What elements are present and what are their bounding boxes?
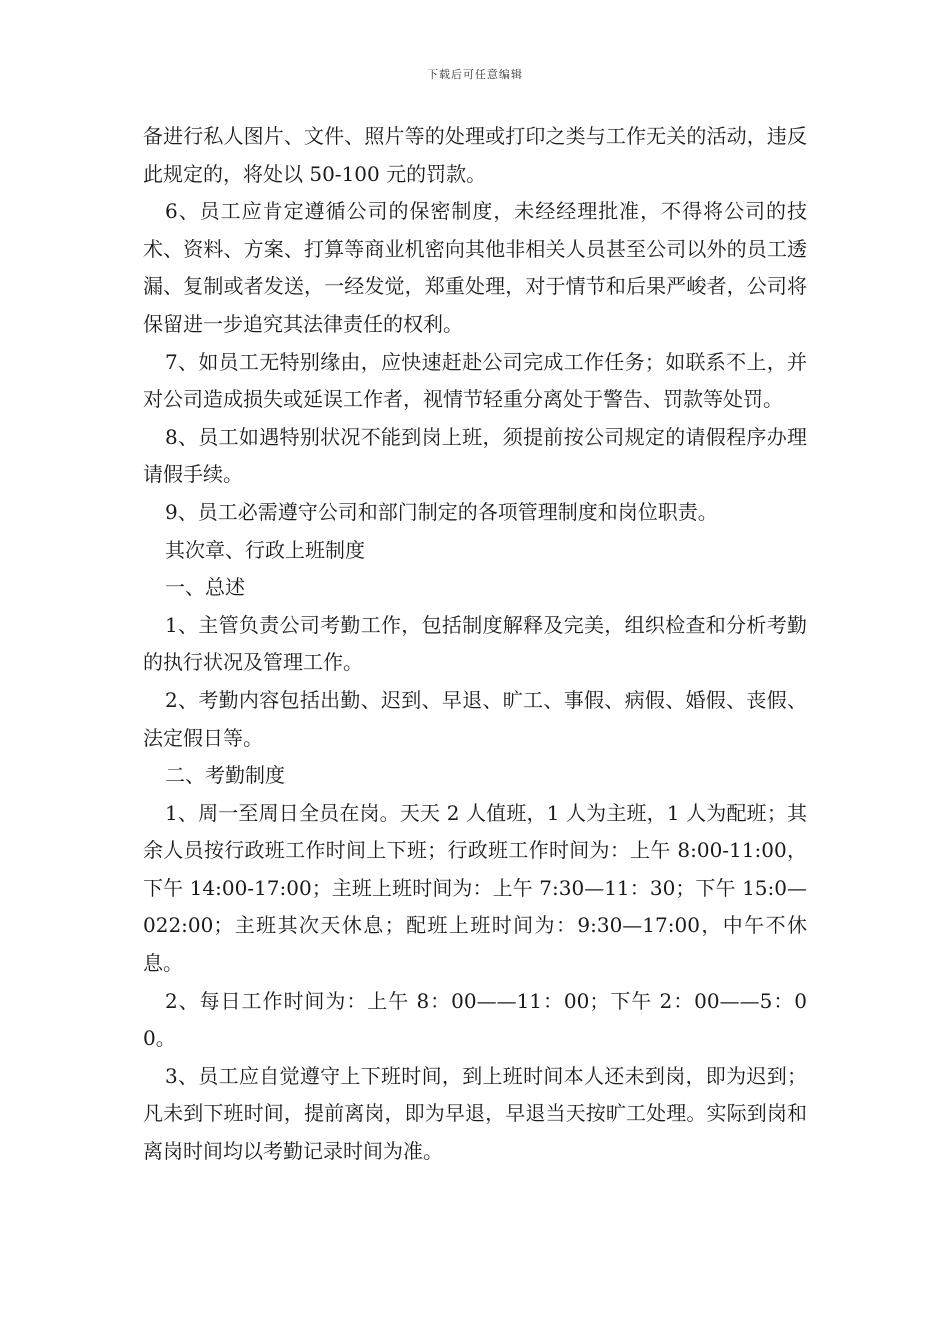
paragraph-attendance-1: 1、周一至周日全员在岗。天天 2 人值班，1 人为主班，1 人为配班；其余人员按行政班工作时间上下班；行政班工作时间为：上午 8:00-11:00， 下午 14:00-17:00；主班上班时间为：上午 7:30—11：30；下午 15:0—022:00；主班其次天休息；配班上班时间为：9:30—17:00，中午不休息。: [143, 800, 807, 976]
paragraph-item-6: 6、员工应肯定遵循公司的保密制度，未经经理批准，不得将公司的技术、资料、方案、打算等商业机密向其他非相关人员甚至公司以外的员工透漏、复制或者发送，一经发觉，郑重处理，对于情节和后果严峻者，公司将保留进一步追究其法律责任的权利。: [143, 199, 807, 336]
paragraph-overview-2: 2、考勤内容包括出勤、迟到、早退、旷工、事假、病假、婚假、丧假、法定假日等。: [143, 687, 807, 750]
document-body: [143, 118, 807, 1171]
paragraph-attendance-2: 2、每日工作时间为：上午 8：00——11：00；下午 2：00——5：00。: [143, 988, 807, 1051]
chapter-heading: 其次章、行政上班制度: [165, 537, 365, 562]
paragraph-continued: 备进行私人图片、文件、照片等的处理或打印之类与工作无关的活动，违反此规定的，将处以 50-100 元的罚款。: [143, 124, 807, 186]
section-heading-attendance: 二、考勤制度: [165, 763, 285, 788]
paragraph-attendance-3: 3、员工应自觉遵守上下班时间，到上班时间本人还未到岗，即为迟到；凡未到下班时间，提前离岗，即为早退，早退当天按旷工处理。实际到岗和离岗时间均以考勤记录时间为准。: [143, 1063, 807, 1164]
section-heading-overview: 一、总述: [165, 575, 245, 600]
paragraph-item-7: 7、如员工无特别缘由，应快速赶赴公司完成工作任务；如联系不上，并对公司造成损失或延误工作者，视情节轻重分离处于警告、罚款等处罚。: [143, 349, 807, 412]
paragraph-overview-1: 1、主管负责公司考勤工作，包括制度解释及完美，组织检查和分析考勤的执行状况及管理工作。: [143, 612, 807, 675]
paragraph-item-9: 9、员工必需遵守公司和部门制定的各项管理制度和岗位职责。: [165, 499, 718, 524]
paragraph-item-8: 8、员工如遇特别状况不能到岗上班，须提前按公司规定的请假程序办理请假手续。: [143, 424, 807, 487]
page-header: 下载后可任意编辑: [427, 68, 523, 81]
